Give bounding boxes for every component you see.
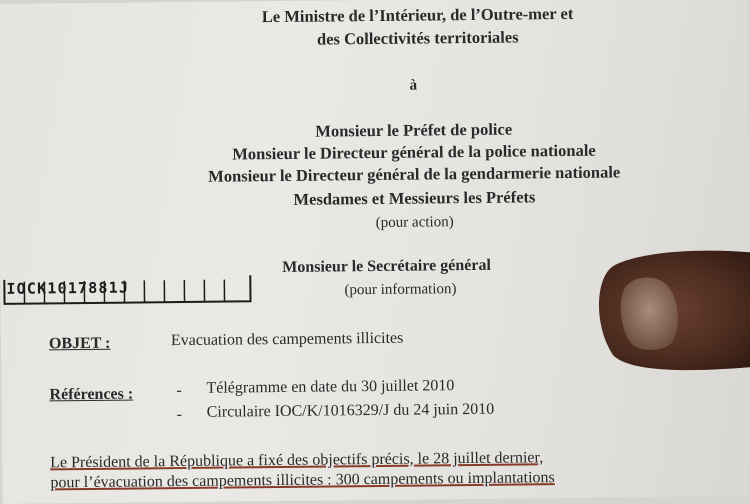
objet-text: Evacuation des campements illicites [171,330,404,350]
objet-label: OBJET : [49,335,111,354]
recipient-directeur-police: Monsieur le Directeur général de la police nationale [39,139,750,167]
recipient-secretaire-general: Monsieur le Secrétaire général [282,257,491,277]
reference-item: Circulaire IOC/K/1016329/J du 24 juin 2010 [207,401,495,422]
note-pour-information: (pour information) [344,281,456,299]
note-pour-action: (pour action) [40,211,750,236]
reference-stamp [2,271,252,308]
sender-line-1: Le Ministre de l’Intérieur, de l’Outre-mer et [42,2,750,30]
paragraph-line: pour l’évacuation des campements illicites : 300 campements ou implantations [50,469,554,491]
recipient-intro: à [38,74,750,99]
recipient-prefet-police: Monsieur le Préfet de police [39,117,750,145]
sender-line-2: des Collectivités territoriales [43,25,750,53]
recipient-prefets: Mesdames et Messieurs les Préfets [39,185,750,213]
reference-item: Télégramme en date du 30 juillet 2010 [206,377,454,398]
body-paragraph [50,446,750,493]
reference-bullet: - [177,406,183,424]
references-label: Références : [49,386,133,405]
reference-bullet: - [176,382,182,400]
paragraph-line: Le Président de la République a fixé des objectifs précis, le 28 juillet dernier, [50,449,543,471]
finger-image [585,245,750,375]
stamp-code: IOCK1017881J [6,279,129,298]
recipient-directeur-gendarmerie: Monsieur le Directeur général de la gendarmerie nationale [39,161,750,189]
